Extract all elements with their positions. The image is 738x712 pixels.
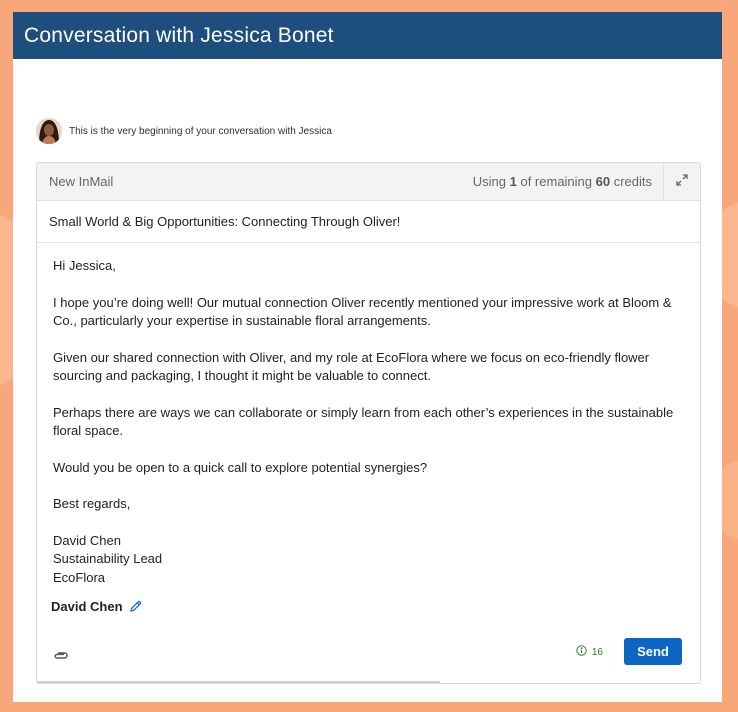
subject-field[interactable]: Small World & Big Opportunities: Connecting Through Oliver!: [37, 201, 700, 243]
composer-footer: [37, 631, 700, 683]
info-icon: [576, 645, 587, 659]
conversation-intro: [36, 118, 332, 144]
body-paragraph: Would you be open to a quick call to explore potential synergies?: [53, 459, 428, 475]
expand-icon: [676, 173, 688, 191]
body-paragraph: Given our shared connection with Oliver, and my role at EcoFlora where we focus on eco-friendly flower sourcing and packaging, I thought it might be valuable to connect.: [53, 349, 650, 383]
character-counter: [576, 645, 603, 659]
window-title: Conversation with Jessica Bonet: [24, 23, 334, 47]
credits-used: 1: [509, 174, 517, 189]
credits-remaining: 60: [595, 174, 611, 189]
composer-type-label: New InMail: [49, 174, 114, 189]
expand-button[interactable]: [663, 163, 700, 200]
conversation-window: [13, 12, 722, 702]
body-signature-company: EcoFlora: [53, 569, 106, 585]
body-signature-title: Sustainability Lead: [53, 551, 163, 566]
body-paragraph: Perhaps there are ways we can collaborate or simply learn from each other’s experiences in the sustainable floral space.: [53, 404, 674, 438]
sender-signature: [51, 599, 142, 614]
divider: [37, 681, 440, 683]
paperclip-icon[interactable]: [53, 649, 69, 667]
body-paragraph: I hope you’re doing well! Our mutual connection Oliver recently mentioned your impressive work at Bloom & Co., particularly your expertise in sustainable floral arrangements.: [53, 294, 672, 328]
intro-text: This is the very beginning of your conversation with Jessica: [69, 125, 332, 137]
body-greeting: Hi Jessica,: [53, 258, 116, 273]
composer-header: [37, 163, 700, 201]
character-count: 16: [591, 646, 603, 658]
credits-info: Using 1 of remaining 60 credits: [472, 174, 652, 189]
body-closing: Best regards,: [53, 496, 131, 511]
avatar[interactable]: [36, 118, 62, 144]
body-signature-name: David Chen: [53, 532, 121, 548]
pencil-icon[interactable]: [129, 600, 142, 613]
title-bar: [13, 12, 722, 59]
send-button[interactable]: Send: [624, 638, 682, 665]
message-body[interactable]: [37, 243, 700, 587]
signature-name: David Chen: [51, 599, 123, 614]
inmail-composer: [36, 162, 701, 684]
